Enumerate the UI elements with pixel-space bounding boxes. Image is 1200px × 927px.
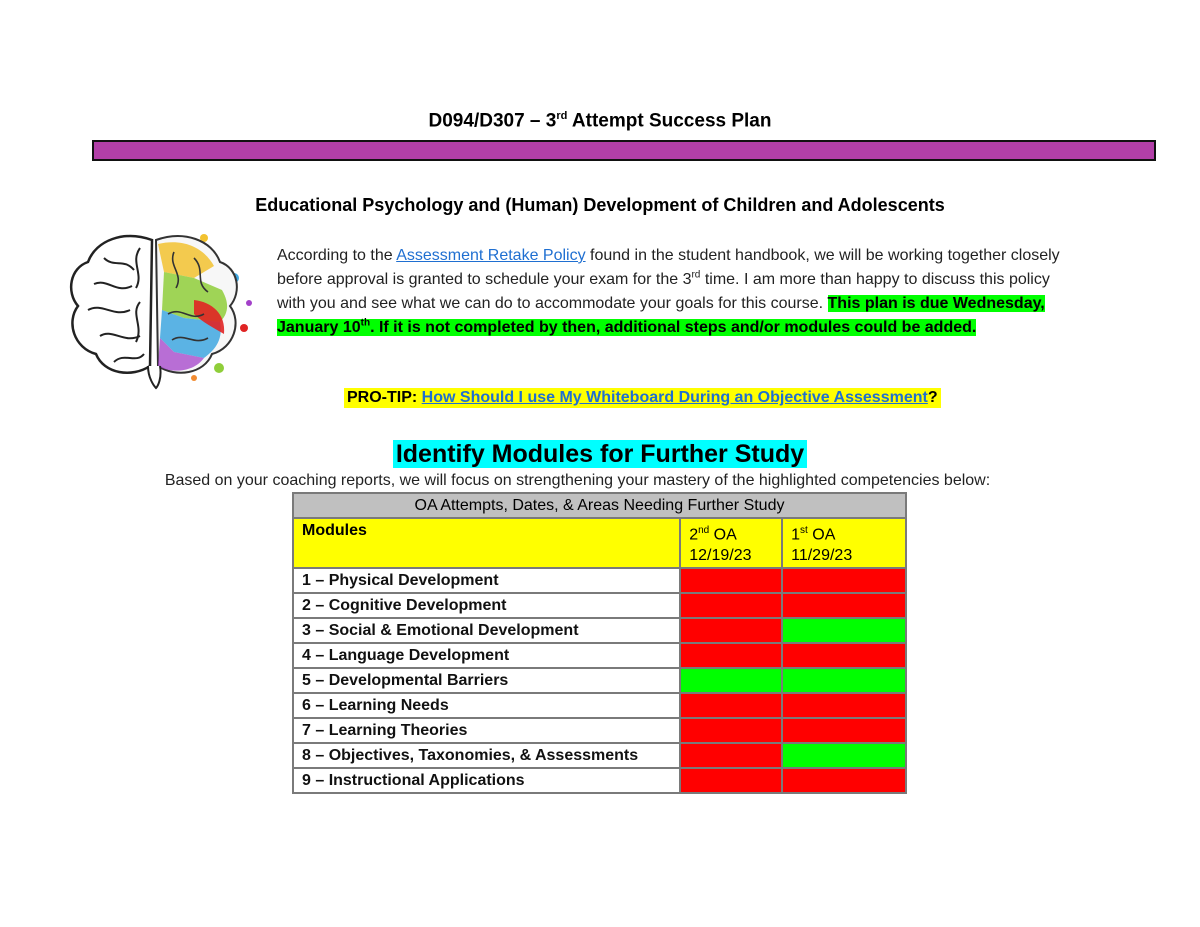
table-row bbox=[293, 718, 906, 743]
status-cell-green bbox=[782, 668, 906, 693]
course-subtitle: Educational Psychology and (Human) Development of Children and Adolescents bbox=[255, 195, 945, 215]
status-cell-red bbox=[680, 693, 782, 718]
section-heading: Identify Modules for Further Study bbox=[0, 438, 1200, 470]
section-intro-text: Based on your coaching reports, we will focus on strengthening your mastery of the highlighted competencies below: bbox=[164, 472, 991, 489]
table-row bbox=[293, 568, 906, 593]
status-cell-red bbox=[782, 643, 906, 668]
status-cell-red bbox=[782, 593, 906, 618]
modules-column-header: Modules bbox=[293, 518, 680, 568]
status-cell-green bbox=[782, 743, 906, 768]
table-row bbox=[293, 668, 906, 693]
table-row bbox=[293, 618, 906, 643]
table-row bbox=[293, 693, 906, 718]
oa-attempts-table bbox=[292, 492, 907, 794]
status-cell-red bbox=[680, 568, 782, 593]
due-date-highlight: This plan is due Wednesday, January 10th. If it is not completed by then, additional steps and/or modules could be added. bbox=[277, 295, 1045, 336]
table-row bbox=[293, 643, 906, 668]
pro-tip: PRO-TIP: How Should I use My Whiteboard During an Objective Assessment? bbox=[344, 388, 941, 408]
table-row bbox=[293, 593, 906, 618]
status-cell-red bbox=[782, 693, 906, 718]
module-name: 5 – Developmental Barriers bbox=[293, 668, 680, 693]
table-header-row bbox=[293, 518, 906, 568]
status-cell-green bbox=[680, 668, 782, 693]
module-name: 1 – Physical Development bbox=[293, 568, 680, 593]
module-name: 8 – Objectives, Taxonomies, & Assessments bbox=[293, 743, 680, 768]
status-cell-red bbox=[782, 768, 906, 793]
status-cell-red bbox=[782, 568, 906, 593]
status-cell-red bbox=[680, 718, 782, 743]
status-cell-red bbox=[680, 593, 782, 618]
status-cell-red bbox=[680, 643, 782, 668]
intro-paragraph: According to the Assessment Retake Policy found in the student handbook, we will be working together closely before approval is granted to schedule your exam for the 3rd time. I am more than happy to discuss this policy with you and see what we can do to accommodate your goals for this course. This plan is due Wednesday, January 10th. If it is not completed by then, additional steps and/or modules could be added. bbox=[277, 247, 1060, 336]
table-row bbox=[293, 743, 906, 768]
status-cell-red bbox=[680, 618, 782, 643]
attempt-column-header: 1st OA 11/29/23 bbox=[782, 518, 906, 568]
title-divider-bar bbox=[92, 140, 1156, 161]
status-cell-red bbox=[680, 743, 782, 768]
module-name: 4 – Language Development bbox=[293, 643, 680, 668]
status-cell-green bbox=[782, 618, 906, 643]
whiteboard-tip-link[interactable]: How Should I use My Whiteboard During an Objective Assessment bbox=[421, 389, 928, 406]
module-name: 2 – Cognitive Development bbox=[293, 593, 680, 618]
status-cell-red bbox=[782, 718, 906, 743]
document-title: D094/D307 – 3rd Attempt Success Plan bbox=[428, 110, 772, 132]
attempt-column-header: 2nd OA 12/19/23 bbox=[680, 518, 782, 568]
module-name: 9 – Instructional Applications bbox=[293, 768, 680, 793]
table-row bbox=[293, 768, 906, 793]
table-caption: OA Attempts, Dates, & Areas Needing Further Study bbox=[293, 493, 906, 518]
module-name: 6 – Learning Needs bbox=[293, 693, 680, 718]
assessment-retake-policy-link[interactable]: Assessment Retake Policy bbox=[396, 247, 586, 264]
status-cell-red bbox=[680, 768, 782, 793]
module-name: 7 – Learning Theories bbox=[293, 718, 680, 743]
brain-illustration bbox=[44, 218, 262, 390]
module-name: 3 – Social & Emotional Development bbox=[293, 618, 680, 643]
